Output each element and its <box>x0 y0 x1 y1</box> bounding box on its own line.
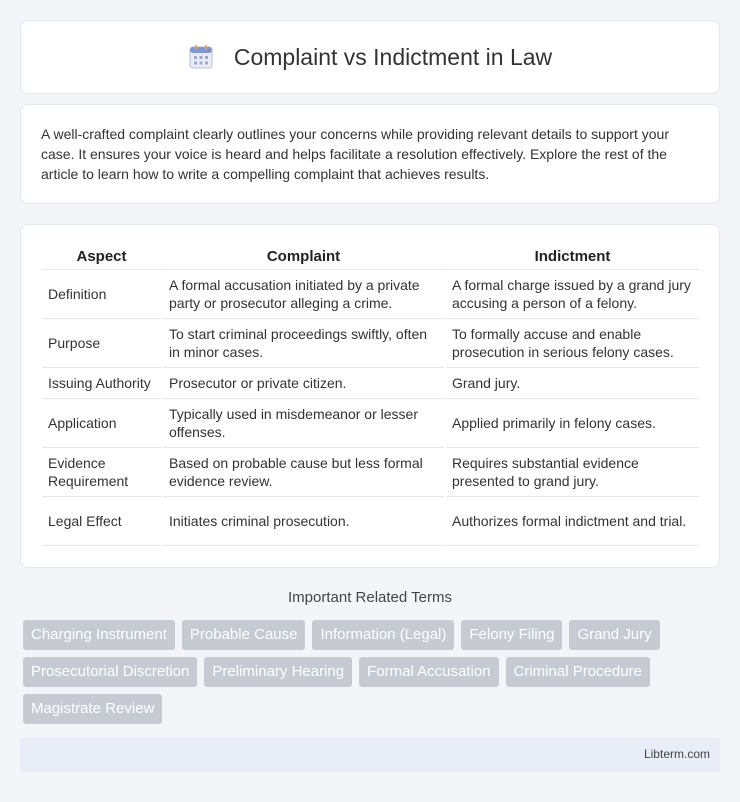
related-term-tag[interactable]: Information (Legal) <box>312 620 454 650</box>
column-header: Aspect <box>42 245 162 269</box>
table-cell: Issuing Authority <box>42 367 162 398</box>
related-term-tag[interactable]: Felony Filing <box>461 620 562 650</box>
table-cell: Evidence Requirement <box>42 447 162 496</box>
footer <box>20 738 720 772</box>
intro-text: A well-crafted complaint clearly outlines your concerns while providing relevant details to support your case. It ensures your voice is heard and helps facilitate a resolution effectively. Explore the rest of the article to learn how to write a compelling complaint that achieves results. <box>41 126 669 182</box>
related-term-tag[interactable]: Prosecutorial Discretion <box>23 657 197 687</box>
intro-card <box>20 104 720 204</box>
column-header: Complaint <box>162 245 445 269</box>
table-row <box>42 269 699 318</box>
table-row <box>42 447 699 496</box>
table-row <box>42 496 699 545</box>
table-cell: A formal charge issued by a grand jury accusing a person of a felony. <box>445 269 699 318</box>
comparison-card <box>20 224 720 568</box>
table-cell: Typically used in misdemeanor or lesser offenses. <box>162 398 445 447</box>
related-term-tag[interactable]: Magistrate Review <box>23 694 162 724</box>
table-cell: To start criminal proceedings swiftly, often in minor cases. <box>162 318 445 367</box>
table-cell: To formally accuse and enable prosecution in serious felony cases. <box>445 318 699 367</box>
table-cell: Application <box>42 398 162 447</box>
page-title: Complaint vs Indictment in Law <box>233 43 553 70</box>
table-cell: Definition <box>42 269 162 318</box>
table-cell: Authorizes formal indictment and trial. <box>445 496 699 545</box>
table-cell: Purpose <box>42 318 162 367</box>
related-terms-heading: Important Related Terms <box>288 589 452 606</box>
column-header: Indictment <box>445 245 699 269</box>
footer-site-link[interactable]: Libterm.com <box>643 747 710 761</box>
related-term-tag[interactable]: Charging Instrument <box>23 620 175 650</box>
table-cell: Based on probable cause but less formal evidence review. <box>162 447 445 496</box>
table-row <box>42 318 699 367</box>
related-term-tag[interactable]: Probable Cause <box>182 620 306 650</box>
related-term-tag[interactable]: Preliminary Hearing <box>204 657 352 687</box>
calendar-grid-icon <box>188 44 214 70</box>
table-cell: Legal Effect <box>42 496 162 545</box>
table-row <box>42 367 699 398</box>
title-card <box>20 20 720 94</box>
table-cell: Prosecutor or private citizen. <box>162 367 445 398</box>
table-header-row <box>42 245 699 269</box>
table-row <box>42 398 699 447</box>
related-terms-list <box>23 620 723 724</box>
related-term-tag[interactable]: Grand Jury <box>569 620 659 650</box>
table-cell: Initiates criminal prosecution. <box>162 496 445 545</box>
table-cell: Applied primarily in felony cases. <box>445 398 699 447</box>
related-term-tag[interactable]: Criminal Procedure <box>506 657 650 687</box>
related-term-tag[interactable]: Formal Accusation <box>359 657 498 687</box>
table-cell: Grand jury. <box>445 367 699 398</box>
table-cell: A formal accusation initiated by a private party or prosecutor alleging a crime. <box>162 269 445 318</box>
table-cell: Requires substantial evidence presented to grand jury. <box>445 447 699 496</box>
comparison-table <box>42 245 699 546</box>
